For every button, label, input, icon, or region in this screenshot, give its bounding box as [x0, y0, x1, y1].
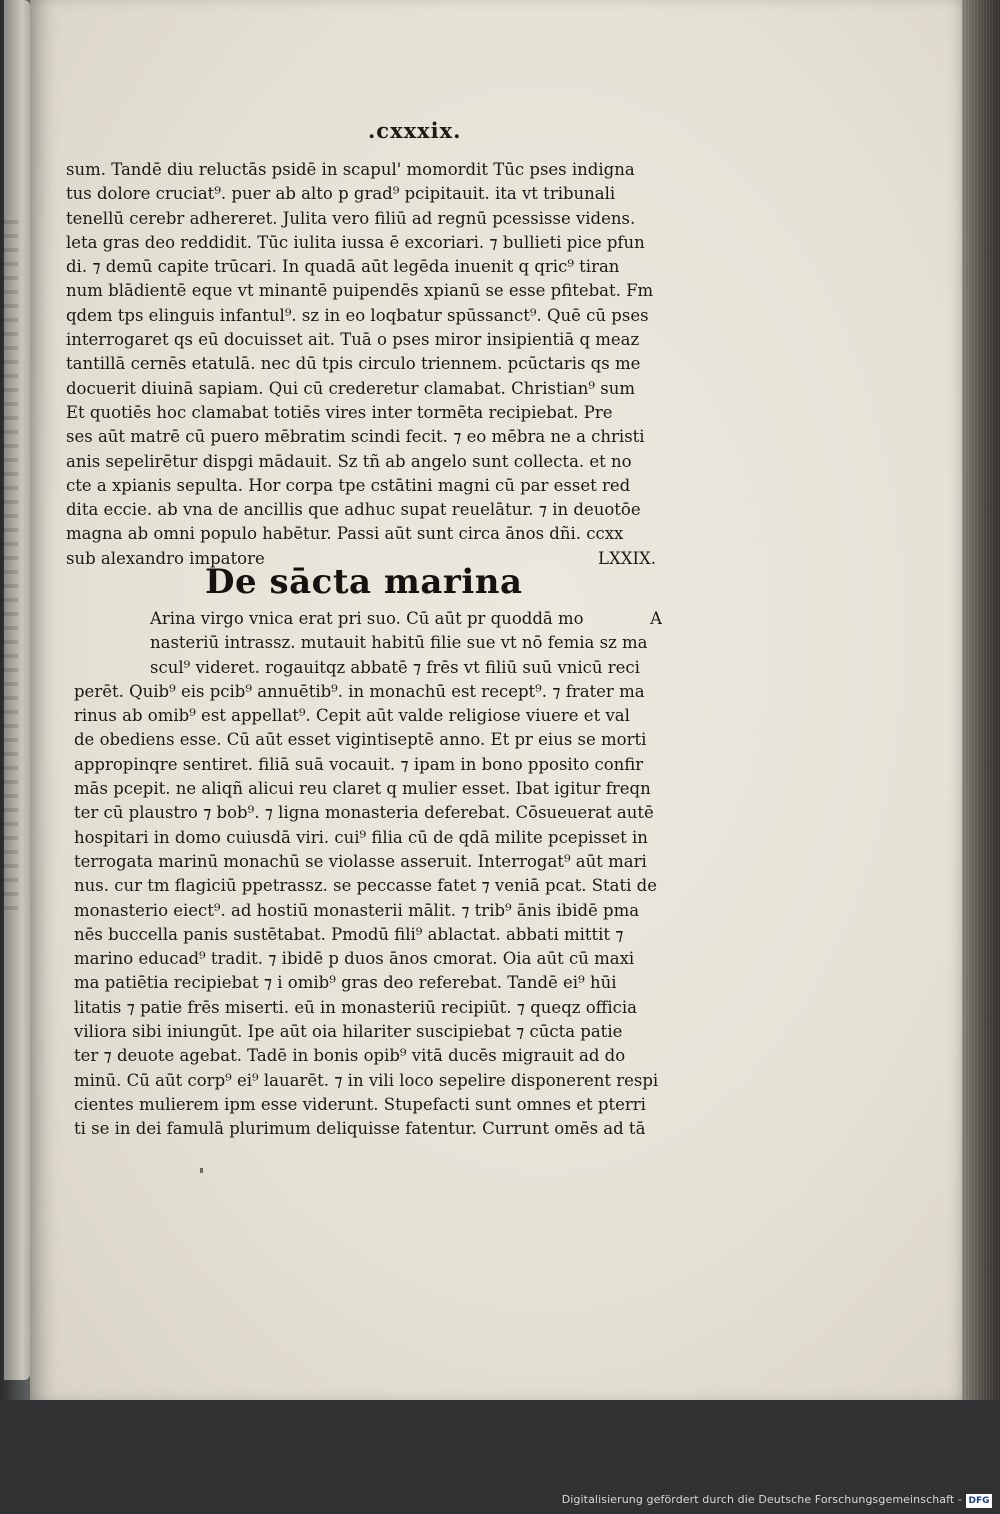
text-line: tenellū cerebr adhereret. Julita vero filiū ad regnū pcessisse videns.: [66, 208, 636, 228]
previous-page-bleed: [0, 220, 18, 920]
text-line: cientes mulierem ipm esse viderunt. Stupefacti sunt omnes et pterri: [74, 1094, 646, 1114]
text-line: tus dolore cruciat⁹. puer ab alto p grad⁹ pcipitauit. ita vt tribunali: [66, 184, 616, 204]
text-line: nēs buccella panis sustētabat. Pmodū fili⁹ ablactat. abbati mittit ⁊: [74, 924, 624, 944]
text-line: Et quotiēs hoc clamabat totiēs vires inter tormēta recipiebat. Pre: [66, 402, 613, 422]
text-line: ses aūt matrē cū puero mēbratim scindi fecit. ⁊ eo mēbra ne a christi: [66, 427, 645, 447]
text-line: marino educad⁹ tradit. ⁊ ibidē p duos ānos cmorat. Oia aūt cū maxi: [74, 949, 635, 969]
text-column-lower: [74, 607, 674, 1142]
text-line: minū. Cū aūt corp⁹ ei⁹ lauarēt. ⁊ in vili loco sepelire disponerent respi: [74, 1070, 659, 1090]
digitization-credit: Digitalisierung gefördert durch die Deutsche Forschungsgemeinschaft -: [561, 1493, 962, 1506]
text-line: sum. Tandē diu reluctās psidē in scapul' momordit Tūc pses indigna: [66, 160, 635, 179]
text-line: dita eccie. ab vna de ancillis que adhuc supat reuelātur. ⁊ in deuotōe: [66, 500, 641, 520]
text-line: docuerit diuinā sapiam. Qui cū crederetur clamabat. Christian⁹ sum: [66, 378, 636, 398]
folio-number: .cxxxix.: [368, 118, 462, 143]
text-line: di. ⁊ demū capite trūcari. In quadā aūt legēda inuenit q qric⁹ tiran: [66, 257, 620, 277]
text-line: scul⁹ videret. rogauitqz abbatē ⁊ frēs vt filiū suū vnicū reci: [150, 657, 640, 677]
text-line: ter cū plaustro ⁊ bob⁹. ⁊ ligna monasteria deferebat. Cōsueuerat autē: [74, 803, 654, 823]
text-line: tantillā cernēs etatulā. nec dū tpis circulo triennem. pcūctaris qs me: [66, 354, 641, 374]
text-line: de obediens esse. Cū aūt esset vigintiseptē anno. Et pr eius se morti: [74, 730, 647, 750]
text-line: terrogata marinū monachū se violasse asseruit. Interrogat⁹ aūt mari: [74, 851, 647, 871]
text-line: ma patiētia recipiebat ⁊ i omib⁹ gras deo referebat. Tandē ei⁹ hūi: [74, 973, 617, 993]
text-line: anis sepelirētur dispgi mādauit. Sz tñ ab angelo sunt collecta. et no: [66, 451, 632, 471]
text-line: ti se in dei famulā plurimum deliquisse fatentur. Currunt omēs ad tā: [74, 1119, 646, 1139]
text-line: viliora sibi iniungūt. Ipe aūt oia hilariter suscipiebat ⁊ cūcta patie: [74, 1022, 623, 1042]
text-line-initial: [74, 607, 662, 631]
text-line: qdem tps elinguis infantul⁹. sz in eo loqbatur spūssanct⁹. Quē cū pses: [66, 305, 649, 325]
text-line: ter ⁊ deuote agebat. Tadē in bonis opib⁹ vitā ducēs migrauit ad do: [74, 1046, 626, 1066]
text-line: nus. cur tm flagiciū ppetrassz. se peccasse fatet ⁊ veniā pcat. Stati de: [74, 876, 657, 896]
chapter-number: LXXIX.: [598, 548, 656, 568]
guide-initial: A: [650, 609, 662, 628]
text-column-upper: [66, 158, 676, 571]
text-line: rinus ab omib⁹ est appellat⁹. Cepit aūt valde religiose viuere et val: [74, 706, 630, 726]
text-line: interrogaret qs eū docuisset ait. Tuā o pses miror insipientiā q meaz: [66, 330, 640, 350]
chapter-heading: De sācta marina: [205, 562, 523, 602]
text-line: litatis ⁊ patie frēs miserti. eū in monasteriū recipiūt. ⁊ queqz officia: [74, 997, 637, 1017]
text-line: mās pcepit. ne aliqñ alicui reu claret q mulier esset. Ibat igitur freqn: [74, 779, 651, 799]
text-line: cte a xpianis sepulta. Hor corpa tpe cstātini magni cū par esset red: [66, 475, 631, 495]
text-line: appropinqre sentiret. filiā suā vocauit. ⁊ ipam in bono pposito confir: [74, 754, 644, 774]
text-line: hospitari in domo cuiusdā viri. cui⁹ filia cū de qdā milite pcepisset in: [74, 827, 648, 847]
footer-strip: [0, 1400, 1000, 1514]
text-line-end: sub alexandro impatore: [66, 548, 265, 568]
text-line: perēt. Quib⁹ eis pcib⁹ annuētib⁹. in monachū est recept⁹. ⁊ frater ma: [74, 681, 645, 701]
text-line-first: Arina virgo vnica erat pri suo. Cū aūt pr quoddā mo: [150, 609, 584, 628]
text-line: monasterio eiect⁹. ad hostiū monasterii mālit. ⁊ trib⁹ ānis ibidē pma: [74, 900, 640, 920]
text-line: nasteriū intrassz. mutauit habitū filie sue vt nō femia sz ma: [150, 633, 648, 653]
text-line: leta gras deo reddidit. Tūc iulita iussa ē excoriari. ⁊ bullieti pice pfun: [66, 232, 645, 252]
ink-speck: [200, 1168, 203, 1173]
text-line: magna ab omni populo habētur. Passi aūt sunt circa ānos dñi. ccxx: [66, 524, 624, 544]
book-fore-edge-texture: [962, 0, 1000, 1400]
text-line: num blādientē eque vt minantē puipendēs xpianū se esse pfitebat. Fm: [66, 281, 654, 301]
dfg-logo: DFG: [966, 1494, 992, 1508]
